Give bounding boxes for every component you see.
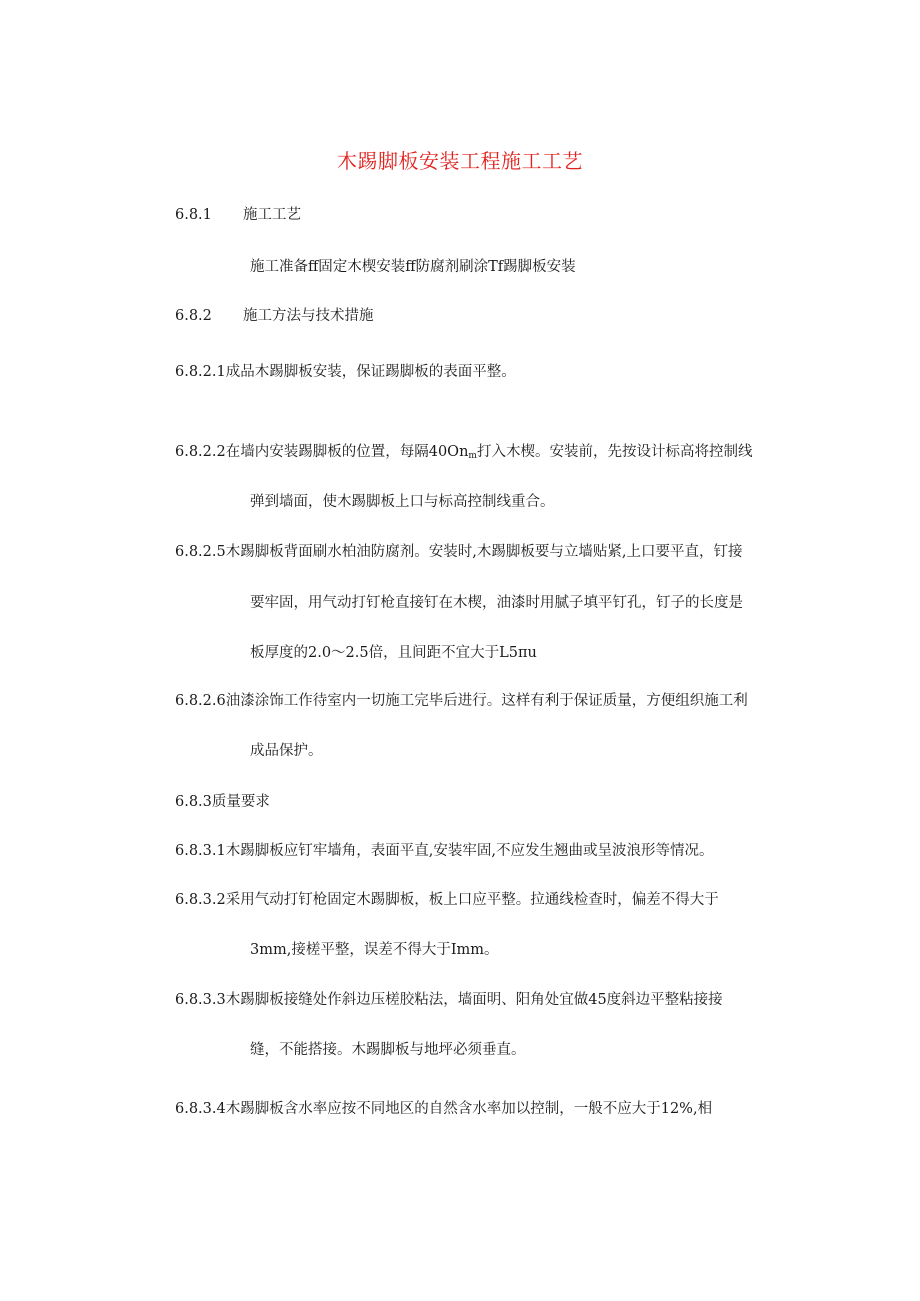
paragraph-6834-line1: 6.8.3.4木踢脚板含水率应按不同地区的自然含水率加以控制，一般不应大于12%,相 [175, 1101, 713, 1117]
paragraph-6825-line3: 板厚度的2.0〜2.5倍，且间距不宜大于L5πu [250, 645, 537, 661]
paragraph-6833-line1: 6.8.3.3木踢脚板接缝处作斜边压槎胶粘法，墙面明、阳角处宜做45度斜边平整粘接接 [175, 992, 723, 1008]
paragraph-6822-line1 [175, 443, 752, 465]
section-681-heading: 施工工艺 [243, 207, 301, 223]
paragraph-6822-subscript: m [468, 451, 477, 461]
paragraph-6832-line1: 6.8.3.2采用气动打钉枪固定木踢脚板，板上口应平整。拉通线检查时，偏差不得大于 [175, 892, 719, 908]
paragraph-6826-line1: 6.8.2.6油漆涂饰工作待室内一切施工完毕后进行。这样有利于保证质量，方便组织施工利 [175, 693, 748, 709]
paragraph-6822-text-a: 6.8.2.2在墙内安装踢脚板的位置，每隔40On [175, 444, 469, 460]
paragraph-6826-line2: 成品保护。 [250, 743, 323, 759]
section-682-heading: 施工方法与技术措施 [243, 308, 374, 324]
paragraph-6822-line2: 弹到墙面，使木踢脚板上口与标高控制线重合。 [250, 494, 555, 510]
section-683-heading: 6.8.3质量要求 [175, 794, 270, 810]
section-682-number: 6.8.2 [175, 308, 212, 324]
document-title: 木踢脚板安装工程施工工艺 [337, 149, 583, 173]
paragraph-6822-text-b: 打入木楔。安装前，先按设计标高将控制线 [476, 444, 753, 460]
paragraph-6825-line2: 要牢固，用气动打钉枪直接钉在木楔，油漆时用腻子填平钉孔，钉子的长度是 [250, 595, 743, 611]
process-flow-text: 施工准备ff固定木楔安装ff防腐剂刷涂Tf踢脚板安装 [250, 259, 576, 275]
paragraph-6833-line2: 缝，不能搭接。木踢脚板与地坪必须垂直。 [250, 1042, 526, 1058]
paragraph-6821: 6.8.2.1成品木踢脚板安装，保证踢脚板的表面平整。 [175, 364, 516, 380]
paragraph-6831: 6.8.3.1木踢脚板应钉牢墙角，表面平直,安装牢固,不应发生翘曲或呈波浪形等情况。 [175, 843, 714, 859]
paragraph-6825-line1: 6.8.2.5木踢脚板背面刷水柏油防腐剂。安装时,木踢脚板要与立墙贴紧,上口要平直，钉接 [175, 544, 743, 560]
paragraph-6832-line2: 3mm,接槎平整，误差不得大于Imm。 [250, 942, 499, 958]
section-681-number: 6.8.1 [175, 207, 212, 223]
